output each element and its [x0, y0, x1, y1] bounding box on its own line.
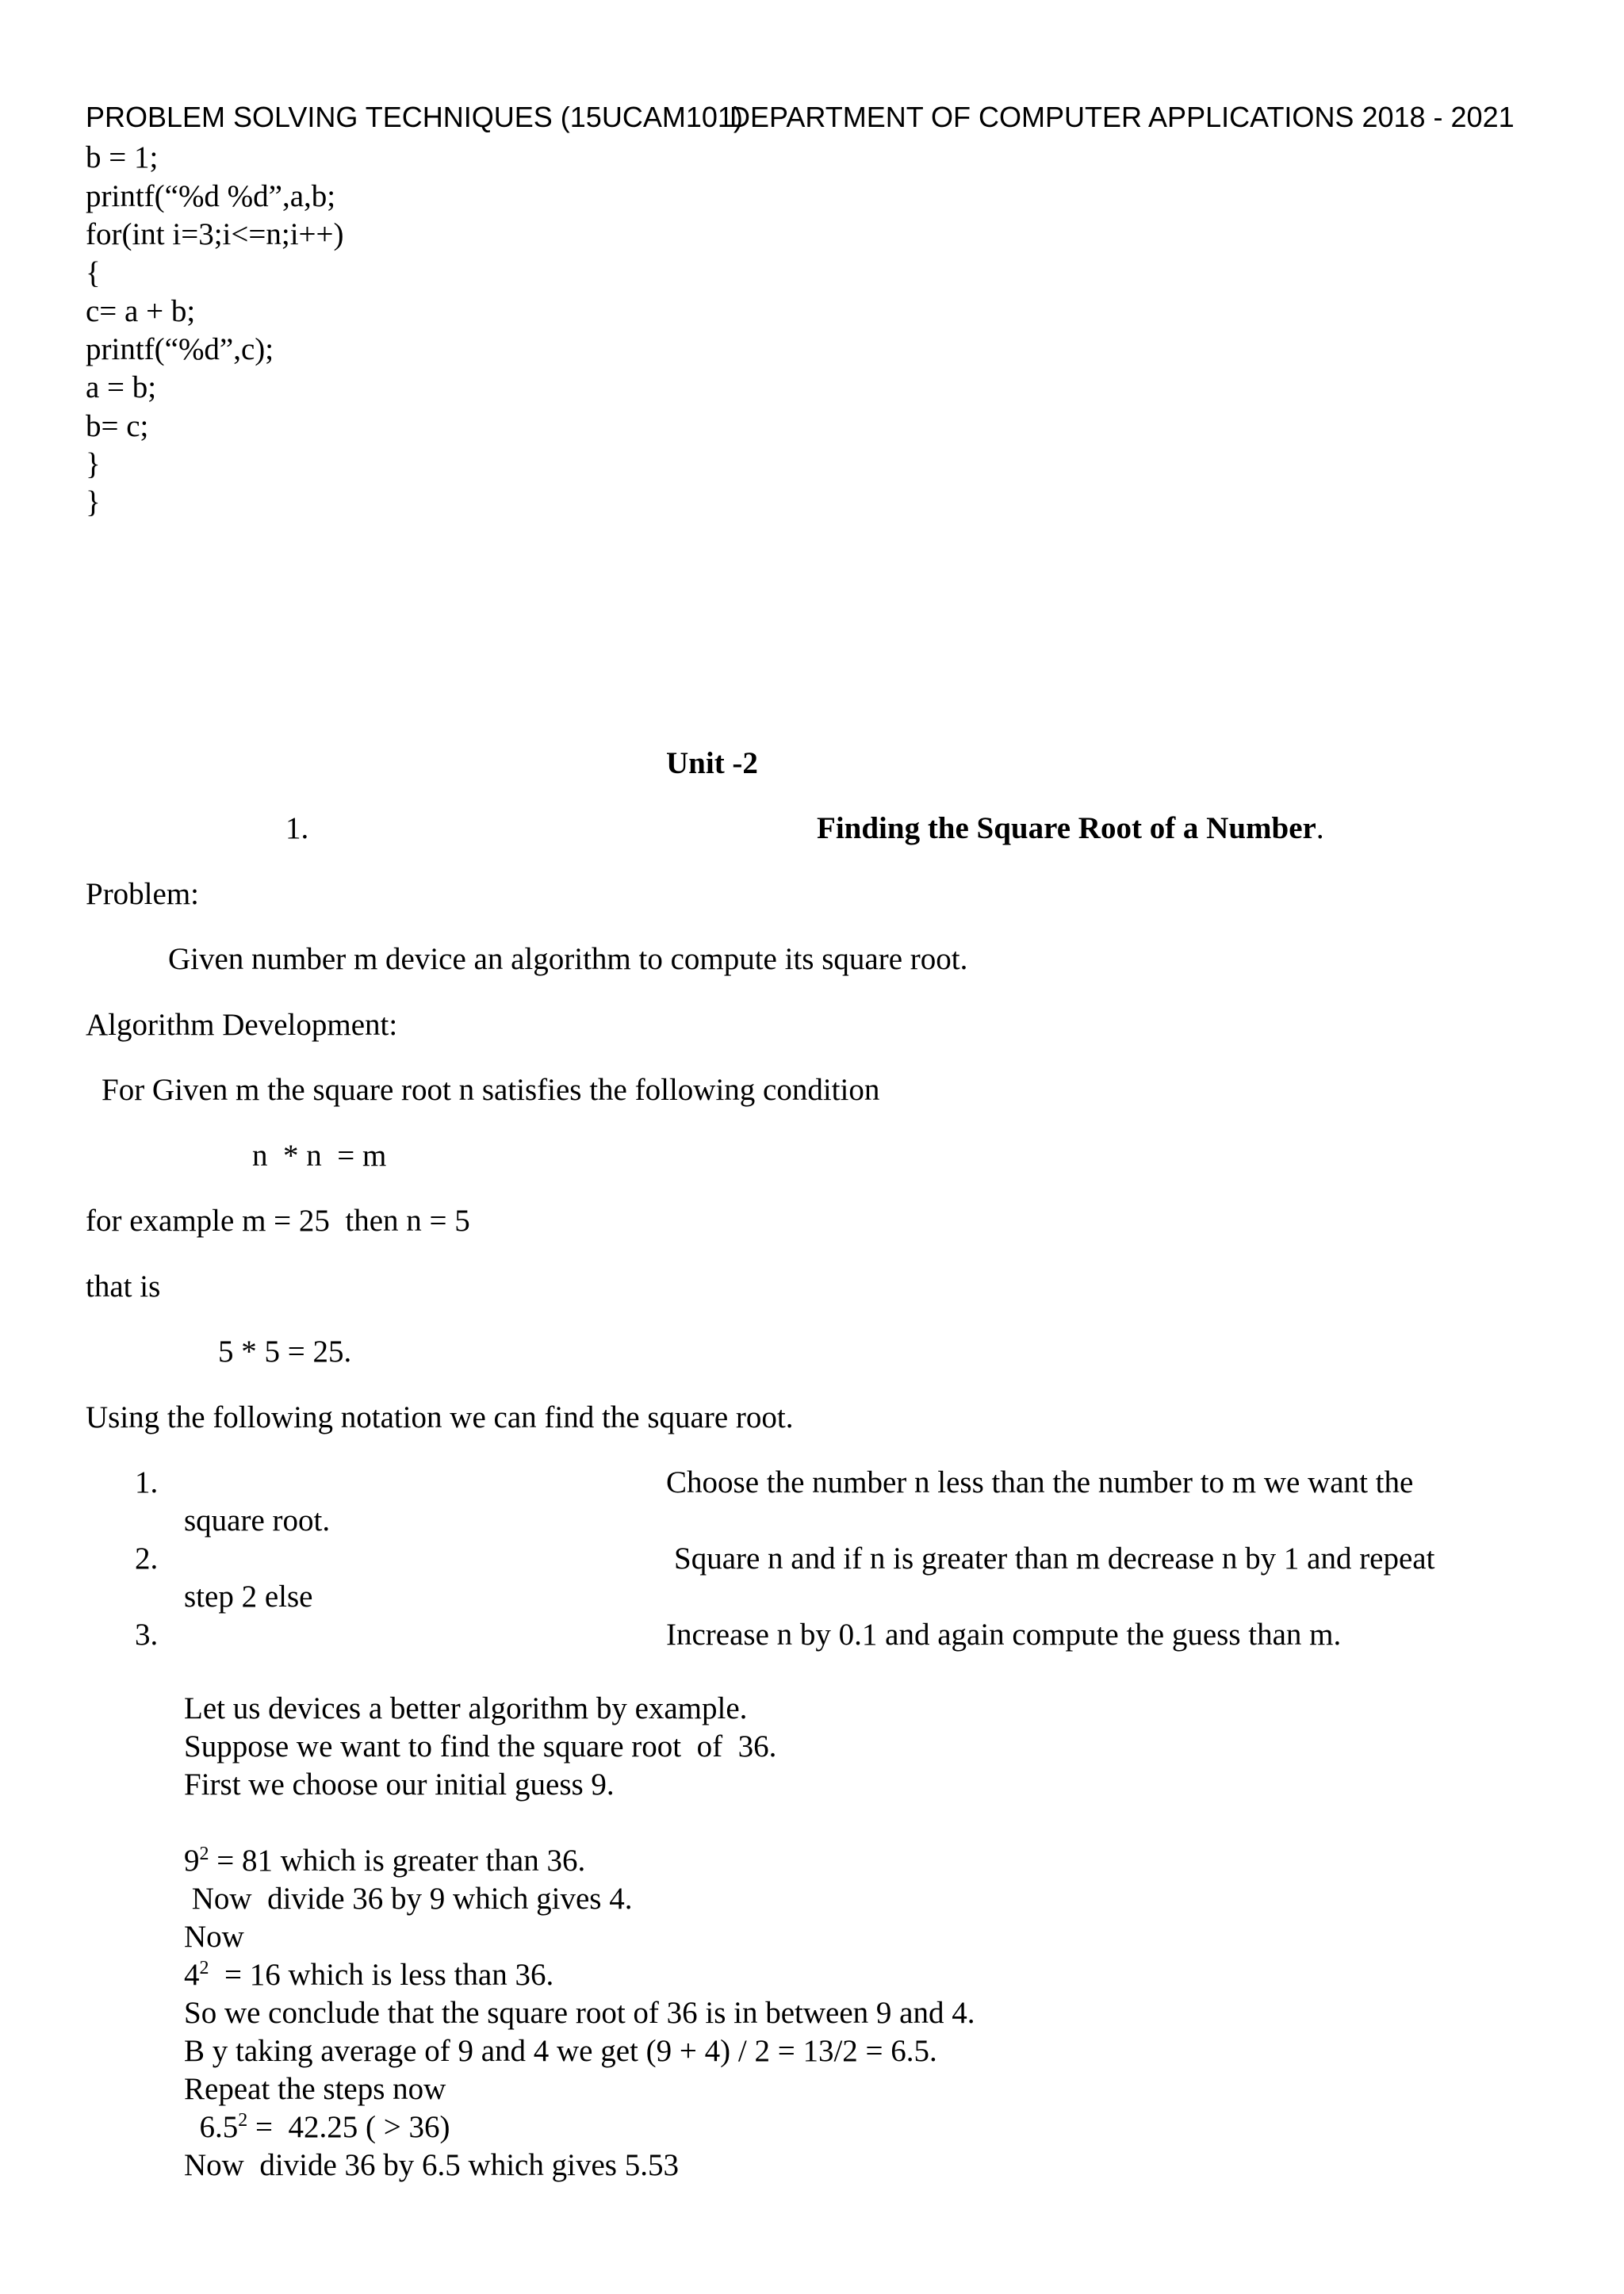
header-course-title: PROBLEM SOLVING TECHNIQUES (15UCAM101) — [86, 101, 743, 133]
example-calculation — [184, 2112, 450, 2143]
development-equation: n * n = m — [252, 1139, 387, 1173]
section-title-suffix: . — [1316, 811, 1324, 845]
example-line: Now divide 36 by 6.5 which gives 5.53 — [184, 2148, 679, 2182]
problem-label: Problem: — [86, 877, 199, 911]
calc-base: 9 — [184, 1844, 200, 1878]
code-line: b = 1; — [86, 140, 159, 174]
step-number: 2. — [135, 1541, 159, 1576]
step-continuation: square root. — [184, 1503, 331, 1538]
code-line: } — [86, 485, 101, 519]
development-example-equation: 5 * 5 = 25. — [218, 1335, 352, 1369]
development-label: Algorithm Development: — [86, 1008, 398, 1042]
example-line: Let us devices a better algorithm by example. — [184, 1691, 748, 1725]
development-that-is: that is — [86, 1270, 161, 1304]
problem-text: Given number m device an algorithm to compute its square root. — [168, 942, 968, 976]
code-line: } — [86, 447, 101, 481]
code-line: for(int i=3;i<=n;i++) — [86, 217, 344, 251]
unit-title: Unit -2 — [666, 746, 758, 780]
code-line: { — [86, 256, 101, 290]
example-line: So we conclude that the square root of 36 is in between 9 and 4. — [184, 1996, 975, 2030]
example-line: B y taking average of 9 and 4 we get (9 + 4) / 2 = 13/2 = 6.5. — [184, 2034, 937, 2068]
code-line: b= c; — [86, 409, 149, 443]
example-line: Repeat the steps now — [184, 2072, 446, 2106]
section-number: 1. — [285, 811, 309, 845]
calc-rest: = 81 which is greater than 36. — [209, 1844, 586, 1878]
calc-exponent: 2 — [199, 1844, 209, 1864]
example-line: Now divide 36 by 9 which gives 4. — [184, 1882, 633, 1916]
development-condition: For Given m the square root n satisfies the following condition — [102, 1073, 880, 1107]
development-notation: Using the following notation we can find the square root. — [86, 1400, 794, 1434]
example-line: Suppose we want to find the square root of 36. — [184, 1729, 777, 1764]
step-text: Choose the number n less than the number to m we want the — [666, 1465, 1414, 1499]
example-line: First we choose our initial guess 9. — [184, 1767, 615, 1802]
code-line: printf(“%d”,c); — [86, 332, 274, 366]
step-number: 3. — [135, 1618, 159, 1652]
step-number: 1. — [135, 1465, 159, 1499]
calc-rest: = 16 which is less than 36. — [209, 1958, 554, 1992]
calc-exponent: 2 — [238, 2110, 248, 2131]
step-continuation: step 2 else — [184, 1580, 313, 1614]
development-example: for example m = 25 then n = 5 — [86, 1204, 470, 1238]
example-line: Now — [184, 1920, 244, 1954]
header-department: DEPARTMENT OF COMPUTER APPLICATIONS 2018 - 2021 — [730, 101, 1515, 133]
calc-rest: = 42.25 ( > 36) — [247, 2110, 450, 2144]
step-text: Increase n by 0.1 and again compute the guess than m. — [666, 1618, 1342, 1652]
calc-base: 4 — [184, 1958, 200, 1992]
code-line: a = b; — [86, 370, 157, 404]
code-line: printf(“%d %d”,a,b; — [86, 179, 336, 213]
example-calculation — [184, 1959, 553, 1990]
step-text: Square n and if n is greater than m decrease n by 1 and repeat — [674, 1541, 1435, 1576]
code-line: c= a + b; — [86, 294, 196, 328]
calc-exponent: 2 — [199, 1958, 209, 1978]
calc-base: 6.5 — [184, 2110, 239, 2144]
section-title-text: Finding the Square Root of a Number — [817, 811, 1316, 845]
section-title — [817, 813, 1324, 844]
example-calculation — [184, 1845, 585, 1876]
